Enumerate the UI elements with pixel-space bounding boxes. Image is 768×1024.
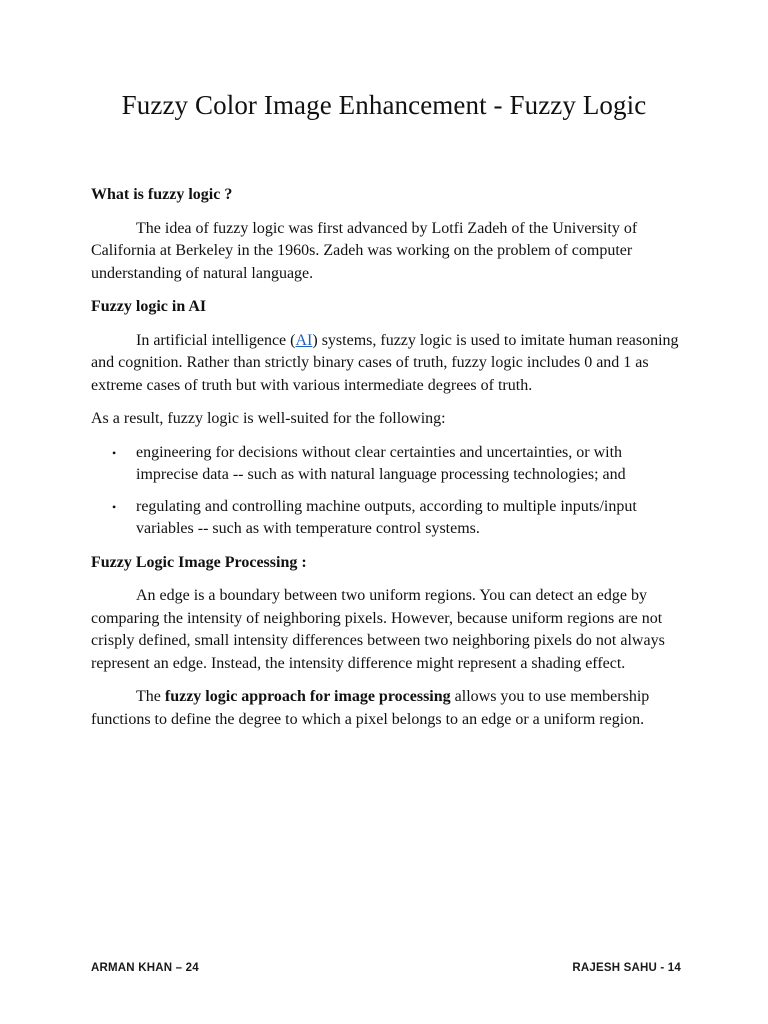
list-item [91, 496, 681, 541]
paragraph-zadeh: The idea of fuzzy logic was first advanced by Lotfi Zadeh of the University of California at Berkeley in the 1960s. Zadeh was working on the problem of computer understanding of natural language. [91, 219, 638, 282]
paragraph-membership-before: The [136, 688, 165, 705]
paragraph-ai-before: In artificial intelligence ( [136, 331, 296, 349]
paragraph-ai [91, 330, 681, 398]
footer-right-author: RAJESH SAHU - 14 [572, 962, 681, 974]
paragraph-well-suited: As a result, fuzzy logic is well-suited for the following: [91, 410, 446, 427]
bullet-icon: • [112, 499, 117, 514]
heading-fuzzy-logic-in-ai: Fuzzy logic in AI [91, 298, 207, 315]
page-title: Fuzzy Color Image Enhancement - Fuzzy Logic [121, 90, 647, 120]
bold-phrase: fuzzy logic approach for image processing [164, 688, 451, 705]
heading-image-processing: Fuzzy Logic Image Processing : [91, 553, 307, 571]
paragraph-ai-after: ) systems, fuzzy logic is used to imitate human reasoning and cognition. Rather than strictly binary cases of truth, fuzzy logic includes 0 and 1 as extreme cases of truth but with various intermediate degrees of truth. [91, 331, 679, 394]
bullet-list [91, 442, 681, 541]
paragraph-edge: An edge is a boundary between two uniform regions. You can detect an edge by comparing the intensity of neighboring pixels. However, because uniform regions are not crisply defined, small intensity differences between two neighboring pixels do not always represent an edge. Instead, the intensity difference might represent a shading effect. [91, 587, 665, 672]
bullet-icon: • [112, 445, 117, 460]
document-body [91, 184, 681, 742]
list-item-text: regulating and controlling machine outputs, according to multiple inputs/input variables -- such as with temperature control systems. [136, 497, 637, 537]
list-item [91, 442, 681, 487]
footer-left-author: ARMAN KHAN – 24 [91, 962, 199, 974]
ai-link[interactable]: AI [295, 331, 313, 349]
paragraph-membership-after: allows you to use membership functions to define the degree to which a pixel belongs to an edge or a uniform region. [91, 688, 650, 728]
paragraph-membership [91, 686, 681, 731]
heading-what-is-fuzzy-logic: What is fuzzy logic ? [91, 186, 233, 203]
list-item-text: engineering for decisions without clear certainties and uncertainties, or with imprecise data -- such as with natural language processing technologies; and [136, 443, 626, 483]
